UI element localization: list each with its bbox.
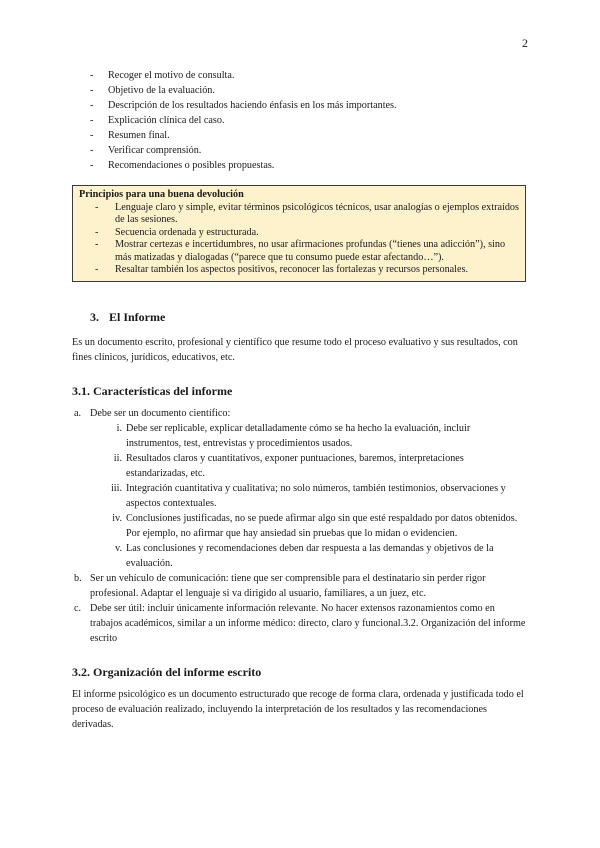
list-marker: v.: [115, 542, 122, 554]
list-item-text: Integración cuantitativa y cualitativa; no solo números, también testimonios, observaciones y aspectos contextuales.: [126, 482, 506, 509]
list-item: [72, 481, 526, 511]
principles-box: [72, 185, 526, 282]
list-item-text: Debe ser un documento científico:: [90, 407, 231, 419]
devolution-steps-list: [72, 68, 526, 173]
principles-list: [79, 202, 519, 277]
list-item-text: Las conclusiones y recomendaciones deben dar respuesta a las demandas y objetivos de la evaluación.: [126, 542, 494, 569]
list-item: - Resumen final.: [72, 128, 526, 143]
list-item: [72, 406, 526, 571]
list-item: - Recoger el motivo de consulta.: [72, 68, 526, 83]
list-marker: iv.: [112, 512, 122, 524]
list-marker: i.: [116, 422, 122, 434]
list-item-text: Resultados claros y cuantitativos, exponer puntuaciones, baremos, interpretaciones estandarizadas, etc.: [126, 452, 464, 479]
section-number: 3.: [90, 309, 99, 324]
list-item: - Recomendaciones o posibles propuestas.: [72, 158, 526, 173]
list-item: - Explicación clínica del caso.: [72, 113, 526, 128]
list-item: [72, 421, 526, 451]
section-heading: [90, 310, 526, 325]
list-item: [72, 451, 526, 481]
characteristics-list: [72, 406, 526, 646]
list-marker: b.: [74, 572, 82, 584]
principles-title: Principios para una buena devolución: [79, 189, 244, 200]
section-intro: Es un documento escrito, profesional y científico que resume todo el proceso evaluativo y sus resultados, con fines clínicos, jurídicos, educativos, etc.: [72, 336, 518, 363]
list-item-text: Debe ser replicable, explicar detalladamente cómo se ha hecho la evaluación, incluir instrumentos, test, entrevistas y procedimientos usados.: [126, 422, 471, 449]
list-item: - Resaltar también los aspectos positivos, reconocer las fortalezas y recursos personales.: [79, 264, 519, 277]
section-paragraph: El informe psicológico es un documento estructurado que recoge de forma clara, ordenada y justificada todo el proceso de evaluación realizado, incluyendo la interpretación de los resultados y las recomendaciones derivadas.: [72, 688, 524, 730]
section-title: El Informe: [109, 309, 166, 324]
page-number: 2: [522, 36, 528, 50]
subsection-heading: 3.2. Organización del informe escrito: [72, 664, 262, 679]
list-marker: iii.: [110, 482, 122, 494]
list-item: - Descripción de los resultados haciendo énfasis en los más importantes.: [72, 98, 526, 113]
list-item: [72, 571, 526, 601]
list-item: - Verificar comprensión.: [72, 143, 526, 158]
list-item-text: Ser un vehículo de comunicación: tiene que ser comprensible para el destinatario sin perder rigor profesional. Adaptar el lenguaje si va dirigido al usuario, familiares, a un juez, etc.: [90, 572, 486, 599]
list-item: - Mostrar certezas e incertidumbres, no usar afirmaciones profundas (“tienes una adicción”), sino más matizadas y dialogadas (“parece que tu consumo puede estar afectando…”).: [79, 239, 519, 264]
list-item-text: Conclusiones justificadas, no se puede afirmar algo sin que esté respaldado por datos obtenidos. Por ejemplo, no afirmar que hay ansiedad sin pruebas que lo midan o evidencien.: [126, 512, 518, 539]
list-item: - Objetivo de la evaluación.: [72, 83, 526, 98]
sublist: [72, 421, 526, 571]
list-item: - Secuencia ordenada y estructurada.: [79, 227, 519, 240]
list-marker: ii.: [113, 452, 122, 464]
list-item: [72, 511, 526, 541]
list-item: - Lenguaje claro y simple, evitar términos psicológicos técnicos, usar analogías o ejemplos extraídos de las sesiones.: [79, 202, 519, 227]
list-item-text: Debe ser útil: incluir únicamente información relevante. No hacer extensos razonamientos como en trabajos académicos, similar a un informe médico: directo, claro y funcional.3.2. Organización del informe escrito: [90, 602, 526, 644]
list-marker: a.: [74, 407, 82, 419]
list-item: [72, 541, 526, 571]
list-marker: c.: [74, 602, 82, 614]
subsection-heading: 3.1. Características del informe: [72, 383, 233, 398]
document-body: [72, 68, 526, 732]
list-item: [72, 601, 526, 646]
